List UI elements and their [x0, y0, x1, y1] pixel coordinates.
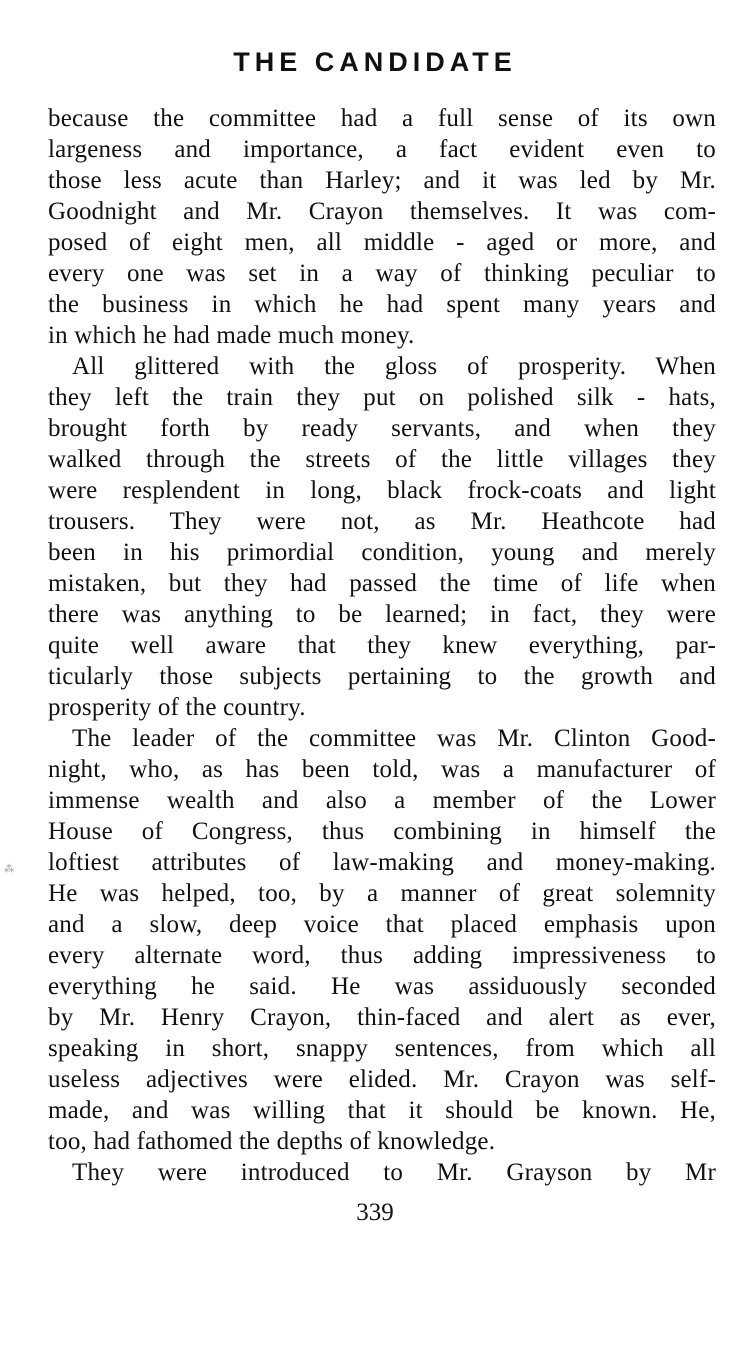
text-line: too, had fathomed the depths of knowledge. [48, 1128, 496, 1155]
text-line: because the committee had a full sense of its own [48, 105, 716, 132]
text-line: by Mr. Henry Crayon, thin-faced and alert as ever, [48, 1004, 716, 1031]
text-line: they left the train they put on polished silk - hats, [48, 384, 716, 411]
text-line: speaking in short, snappy sentences, from which all [48, 1035, 716, 1062]
text-line: immense wealth and also a member of the Lower [48, 787, 716, 814]
text-line: brought forth by ready servants, and when they [48, 415, 716, 442]
text-line: walked through the streets of the little villages they [48, 446, 716, 473]
text-line: every alternate word, thus adding impressiveness to [48, 942, 716, 969]
text-line: were resplendent in long, black frock-coats and light [48, 477, 716, 504]
text-line: largeness and importance, a fact evident even to [48, 136, 716, 163]
text-line: Goodnight and Mr. Crayon themselves. It was com- [48, 198, 716, 225]
text-line: quite well aware that they knew everything, par- [48, 632, 716, 659]
text-line: everything he said. He was assiduously seconded [48, 973, 716, 1000]
text-line: He was helped, too, by a manner of great solemnity [48, 880, 716, 907]
text-line: loftiest attributes of law-making and money-making. [48, 849, 716, 876]
text-line: made, and was willing that it should be known. He, [48, 1097, 716, 1124]
text-line: in which he had made much money. [48, 322, 415, 349]
paragraph-first-line: The leader of the committee was Mr. Clinton Good- [72, 725, 716, 752]
text-line: those less acute than Harley; and it was led by Mr. [48, 167, 716, 194]
paragraph-first-line: All glittered with the gloss of prosperity. When [72, 353, 716, 380]
text-line: ticularly those subjects pertaining to the growth and [48, 663, 716, 690]
text-line: mistaken, but they had passed the time of life when [48, 570, 716, 597]
text-line: prosperity of the country. [48, 694, 306, 721]
paragraph-first-line: They were introduced to Mr. Grayson by Mr [72, 1159, 716, 1186]
text-line: House of Congress, thus combining in himself the [48, 818, 716, 845]
margin-speck-icon: ⁂ [4, 864, 14, 875]
running-head: THE CANDIDATE [233, 47, 517, 77]
body-text [48, 103, 716, 1188]
text-line: posed of eight men, all middle - aged or more, and [48, 229, 716, 256]
text-line: useless adjectives were elided. Mr. Crayon was self- [48, 1066, 716, 1093]
text-line: been in his primordial condition, young and merely [48, 539, 716, 566]
text-line: trousers. They were not, as Mr. Heathcote had [48, 508, 716, 535]
page-number: 339 [356, 1199, 394, 1226]
text-line: every one was set in a way of thinking peculiar to [48, 260, 716, 287]
text-line: the business in which he had spent many years and [48, 291, 716, 318]
text-line: there was anything to be learned; in fact, they were [48, 601, 716, 628]
text-line: and a slow, deep voice that placed emphasis upon [48, 911, 716, 938]
text-line: night, who, as has been told, was a manufacturer of [48, 756, 716, 783]
